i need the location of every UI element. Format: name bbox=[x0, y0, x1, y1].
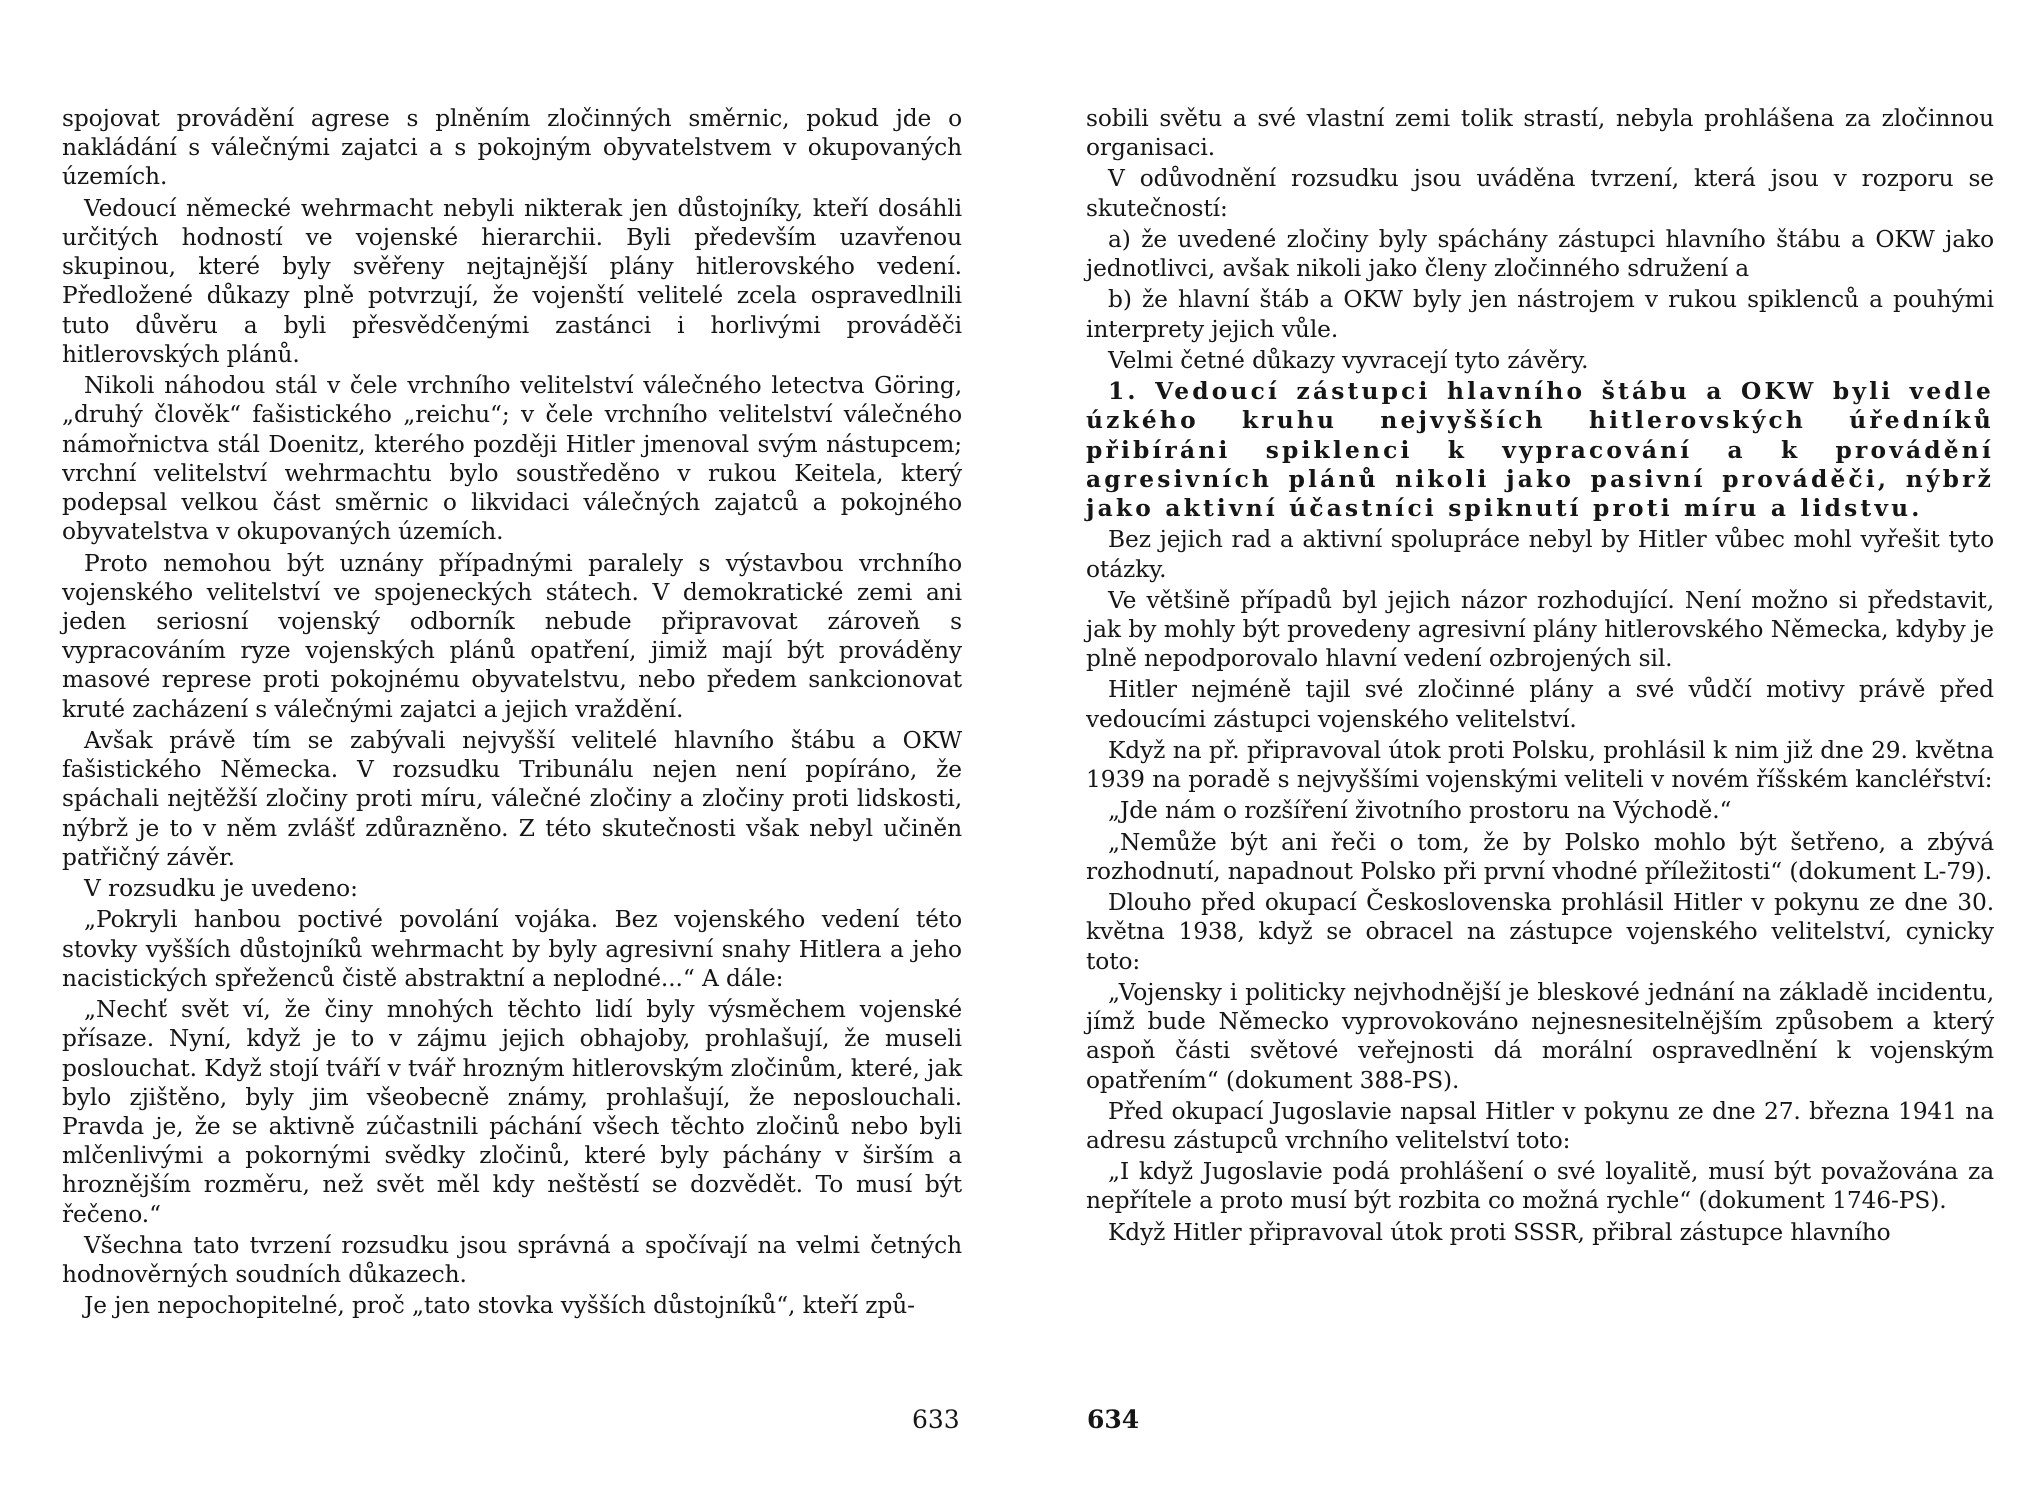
paragraph: Hitler nejméně tajil své zločinné plány a své vůdčí motivy právě před vedoucími zástupci vojenského velitelství. bbox=[1086, 676, 1994, 733]
page-number-right: 634 bbox=[1087, 1405, 1140, 1434]
paragraph: sobili světu a své vlastní zemi tolik strastí, nebyla prohlášena za zločinnou organisaci. bbox=[1086, 105, 1994, 162]
emphasized-paragraph: 1. Vedoucí zástupci hlavního štábu a OKW byli vedle úzkého kruhu nejvyšších hitlerovských úředníků přibíráni spiklenci k vypracování a k provádění agresivních plánů nikoli jako pasivní prováděči, nýbrž jako aktivní účastníci spiknutí proti míru a lidstvu. bbox=[1086, 378, 1994, 523]
paragraph: Bez jejich rad a aktivní spolupráce nebyl by Hitler vůbec mohl vyřešit tyto otázky. bbox=[1086, 526, 1994, 583]
paragraph: Dlouho před okupací Československa prohlásil Hitler v pokynu ze dne 30. května 1938, když se obracel na zástupce vojenského velitelství, cynicky toto: bbox=[1086, 889, 1994, 975]
paragraph: V odůvodnění rozsudku jsou uváděna tvrzení, která jsou v rozporu se skutečností: bbox=[1086, 165, 1994, 222]
paragraph: Avšak právě tím se zabývali nejvyšší velitelé hlavního štábu a OKW fašistického Německa. V rozsudku Tribunálu nejen není popíráno, že spáchali nejtěžší zločiny proti míru, válečné zločiny a zločiny proti lidskosti, nýbrž je to v něm zvlášť zdůrazněno. Z této skutečnosti však nebyl učiněn patřičný závěr. bbox=[62, 726, 962, 871]
paragraph: Vedoucí německé wehrmacht nebyli nikterak jen důstojníky, kteří dosáhli určitých hodností ve vojenské hierarchii. Byli především uzavřenou skupinou, které byly svěřeny nejtajnější plány hitlerovského vedení. Předložené důkazy plně potvrzují, že vojenští velitelé zcela ospravedlnili tuto důvěru a byli přesvědčenými zastánci i horlivými prováděči hitlerovských plánů. bbox=[62, 194, 962, 368]
quote-paragraph: „I když Jugoslavie podá prohlášení o své loyalitě, musí být považována za nepřítele a proto musí být rozbita co možná rychle“ (dokument 1746-PS). bbox=[1086, 1158, 1994, 1215]
quote-paragraph: „Nechť svět ví, že činy mnohých těchto lidí byly výsměchem vojenské přísaze. Nyní, když je to v zájmu jejich obhajoby, prohlašují, že museli poslouchat. Když stojí tváří v tvář hrozným hitlerovským zločinům, které, jak bylo zjištěno, byly jim všeobecně známy, prohlašují, že neposlouchali. Pravda je, že se aktivně zúčastnili páchání všech těchto zločinů nebo byli mlčenlivými a pokornými svědky zločinů, které byly páchány v širším a hroznějším rozměru, než svět měl kdy neštěstí se dozvědět. To musí být řečeno.“ bbox=[62, 996, 962, 1228]
quote-paragraph: „Vojensky i politicky nejvhodnější je bleskové jednání na základě incidentu, jímž bude Německo vyprovokováno nejnesnesitelnějším způsobem a který aspoň části světové veřejnosti dá morální ospravedlnění k vojenským opatřením“ (dokument 388-PS). bbox=[1086, 978, 1994, 1094]
quote-paragraph: „Pokryli hanbou poctivé povolání vojáka. Bez vojenského vedení této stovky vyšších důstojníků wehrmacht by byly agresivní snahy Hitlera a jeho nacistických spřeženců čistě abstraktní a neplodné...“ A dále: bbox=[62, 906, 962, 992]
paragraph: Před okupací Jugoslavie napsal Hitler v pokynu ze dne 27. března 1941 na adresu zástupců vrchního velitelství toto: bbox=[1086, 1097, 1994, 1154]
paragraph: Je jen nepochopitelné, proč „tato stovka vyšších důstojníků“, kteří způ- bbox=[84, 1292, 915, 1320]
paragraph: Když na př. připravoval útok proti Polsku, prohlásil k nim již dne 29. května 1939 na poradě s nejvyššími vojenskými veliteli v novém říšském kancléřství: bbox=[1086, 736, 1994, 794]
paragraph: Všechna tato tvrzení rozsudku jsou správná a spočívají na velmi četných hodnověrných soudních důkazech. bbox=[62, 1231, 962, 1289]
right-page bbox=[1086, 104, 1994, 1249]
list-item: a) že uvedené zločiny byly spáchány zástupci hlavního štábu a OKW jako jednotlivci, avšak nikoli jako členy zločinného sdružení a bbox=[1086, 225, 1994, 283]
page-number-left: 633 bbox=[912, 1405, 960, 1434]
paragraph: Když Hitler připravoval útok proti SSSR, přibral zástupce hlavního bbox=[1108, 1218, 1891, 1246]
quote-paragraph: „Jde nám o rozšíření životního prostoru na Východě.“ bbox=[1108, 797, 1732, 825]
left-page bbox=[62, 104, 962, 1323]
paragraph: V rozsudku je uvedeno: bbox=[84, 875, 358, 903]
quote-paragraph: „Nemůže být ani řeči o tom, že by Polsko mohlo být šetřeno, a zbývá rozhodnutí, napadnout Polsko při první vhodné příležitosti“ (dokument L-79). bbox=[1086, 828, 1994, 885]
paragraph: Velmi četné důkazy vyvracejí tyto závěry. bbox=[1108, 346, 1589, 374]
paragraph: Nikoli náhodou stál v čele vrchního velitelství válečného letectva Göring, „druhý člověk“ fašistického „reichu“; v čele vrchního velitelství válečného námořnictva stál Doenitz, kterého později Hitler jmenoval svým nástupcem; vrchní velitelství wehrmachtu bylo soustředěno v rukou Keitela, který podepsal velkou část směrnic o likvidaci válečných zajatců a pokojného obyvatelstva v okupovaných územích. bbox=[62, 372, 962, 546]
paragraph: Ve většině případů byl jejich názor rozhodující. Není možno si představit, jak by mohly být provedeny agresivní plány hitlerovského Německa, kdyby je plně nepodporovalo hlavní vedení ozbrojených sil. bbox=[1086, 586, 1994, 673]
paragraph: spojovat provádění agrese s plněním zločinných směrnic, pokud jde o nakládání s válečnými zajatci a s pokojným obyvatelstvem v okupovaných územích. bbox=[62, 105, 962, 191]
list-item: b) že hlavní štáb a OKW byly jen nástrojem v rukou spiklenců a pouhými interprety jejich vůle. bbox=[1086, 286, 1994, 343]
paragraph: Proto nemohou být uznány případnými paralely s výstavbou vrchního vojenského velitelství ve spojeneckých státech. V demokratické zemi ani jeden seriosní vojenský odborník nebude připravovat zároveň s vypracováním ryze vojenských plánů opatření, jimiž mají být prováděny masové represe proti pokojnému obyvatelstvu, nebo předem sankcionovat kruté zacházení s válečnými zajatci a jejich vraždění. bbox=[62, 549, 962, 723]
